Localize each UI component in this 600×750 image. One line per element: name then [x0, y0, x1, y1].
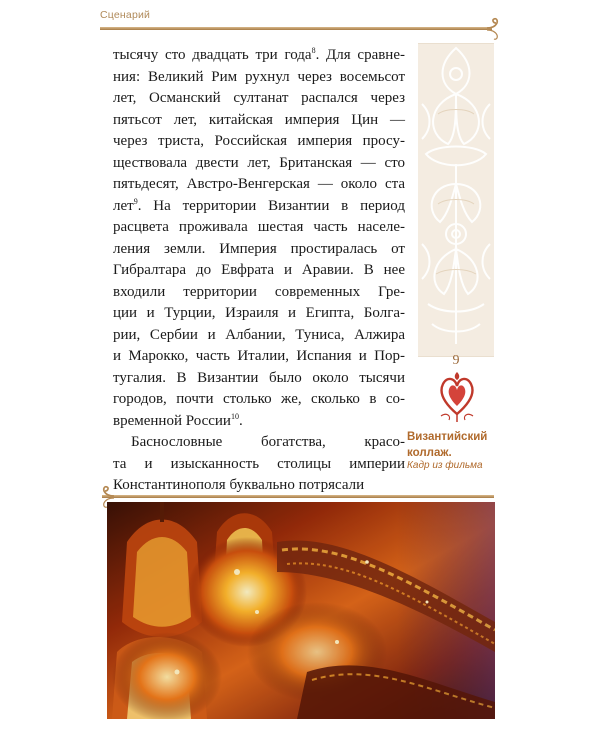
body-line [113, 432, 405, 454]
body-line [113, 239, 405, 261]
body-line-text: и Марокко, часть Италии, Испания и Пор- [113, 348, 405, 364]
body-line [113, 475, 405, 497]
caption-title-line2: коллаж. [407, 447, 452, 459]
body-line-text: городов, почти столько же, сколько в со- [113, 391, 405, 407]
body-line [113, 389, 405, 411]
body-line-text: лет [113, 197, 134, 214]
scroll-end-icon [485, 16, 505, 40]
body-line-text: тугалия. В Византии было около тысячи [113, 369, 405, 386]
body-line-text: та и изысканность столицы империи [113, 455, 405, 472]
body-line-text: входили территории современных Гре- [113, 283, 405, 300]
floral-ornament-panel [418, 43, 494, 357]
body-line [113, 368, 405, 390]
body-line [113, 131, 405, 153]
caption-title-line1: Византийский [407, 431, 488, 443]
byzantine-collage-photo [107, 502, 495, 719]
footnote-marker[interactable]: 9 [133, 196, 138, 206]
body-line [113, 88, 405, 110]
top-rule [100, 27, 492, 30]
bottom-rule [102, 495, 494, 498]
heart-ornament-icon [437, 368, 477, 424]
body-line-text: пятьсот лет, китайская империя Цин — [113, 111, 405, 128]
body-line [113, 282, 405, 304]
body-line [113, 346, 405, 368]
body-line-text: рии, Сербии и Албании, Туниса, Алжира [113, 326, 405, 343]
body-line-text-rest: . Для сравне- [315, 47, 405, 63]
body-line [113, 217, 405, 239]
body-line-text-rest: . На территории Византии в период [137, 197, 405, 214]
body-line-text: расцвета проживала шестая часть населе- [113, 219, 405, 235]
body-line-text: лет, Османский султанат распался через [113, 90, 405, 106]
body-line [113, 260, 405, 282]
body-line-text: пятьдесят, Австро-Венгерская — около ста [113, 176, 405, 192]
caption-subtitle: Кадр из фильма [407, 460, 483, 471]
body-line [113, 196, 405, 218]
body-line-text: Константинополя буквально потрясали [113, 477, 365, 493]
body-line-text: ния: Великий Рим рухнул через восемьсот [113, 68, 405, 85]
body-line [113, 303, 405, 325]
body-line-text: через триста, Российская империя просу- [113, 133, 405, 149]
body-line [113, 174, 405, 196]
body-line [113, 153, 405, 175]
footnote-marker[interactable]: 10 [230, 411, 239, 421]
body-line-text: Баснословные богатства, красо- [131, 434, 405, 450]
body-line [113, 110, 405, 132]
body-line-text: ществовала двести лет, Британская — сто [113, 154, 405, 171]
body-line [113, 411, 405, 433]
body-line-text-rest: . [238, 412, 243, 429]
body-line-text: тысячу сто двадцать три года [113, 47, 312, 63]
body-line-text: Гибралтара до Евфрата и Аравии. В нее [113, 262, 405, 278]
caption-title [407, 429, 517, 461]
body-line [113, 45, 405, 67]
collage-image [107, 502, 495, 719]
running-header: Сценарий [100, 9, 151, 21]
body-line-text: временной России [113, 412, 231, 429]
footnote-marker[interactable]: 8 [311, 46, 316, 55]
body-line [113, 325, 405, 347]
floral-ornament-icon [418, 44, 494, 356]
body-line [113, 454, 405, 476]
page-number: 9 [452, 353, 460, 368]
body-text [113, 45, 405, 497]
body-line-text: ления земли. Империя простиралась от [113, 240, 405, 257]
body-line-text: ции и Турции, Израиля и Египта, Болга- [113, 305, 405, 321]
body-line [113, 67, 405, 89]
